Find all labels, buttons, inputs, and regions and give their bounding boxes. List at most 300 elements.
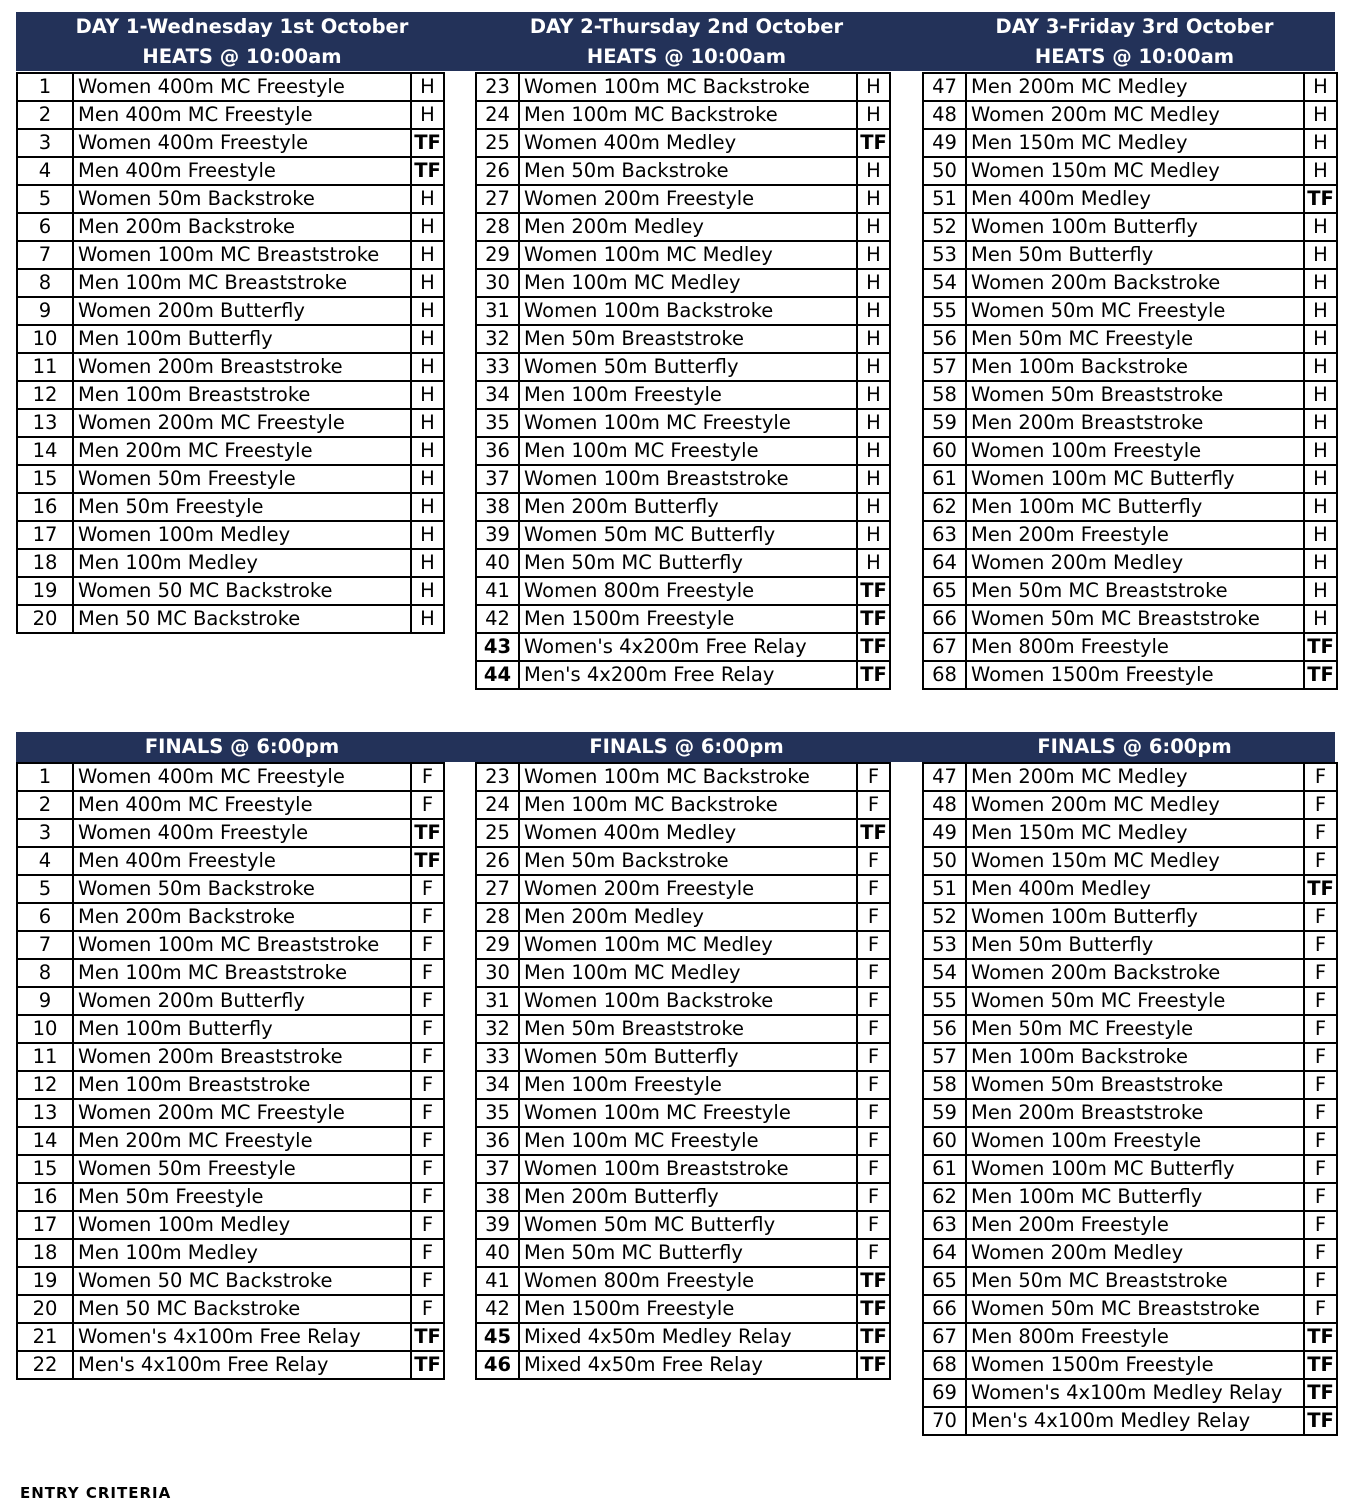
event-row: [476, 353, 890, 381]
event-row: [17, 1155, 444, 1183]
event-name: Men 1500m Freestyle: [519, 605, 857, 633]
event-row: [476, 1183, 890, 1211]
event-row: [17, 1127, 444, 1155]
event-row: [923, 577, 1337, 605]
event-row: [476, 297, 890, 325]
event-type-code: TF: [857, 1267, 890, 1295]
event-type-code: F: [1304, 1183, 1337, 1211]
event-type-code: F: [411, 763, 444, 791]
event-type-code: F: [1304, 1267, 1337, 1295]
event-type-code: F: [411, 1239, 444, 1267]
event-type-code: H: [1304, 549, 1337, 577]
event-name: Women 400m Medley: [519, 819, 857, 847]
event-name: Women 200m MC Medley: [966, 101, 1304, 129]
day3-finals-header: FINALS @ 6:00pm: [1037, 735, 1232, 758]
event-type-code: TF: [411, 847, 444, 875]
event-type-code: H: [1304, 241, 1337, 269]
event-type-code: TF: [1304, 633, 1337, 661]
event-number: 28: [476, 213, 519, 241]
day1-finals-table: [16, 762, 445, 1380]
event-name: Men 50m Freestyle: [73, 493, 411, 521]
event-type-code: F: [1304, 987, 1337, 1015]
event-number: 40: [476, 1239, 519, 1267]
event-name: Men 50m Butterfly: [966, 931, 1304, 959]
event-type-code: H: [1304, 213, 1337, 241]
event-number: 60: [923, 1127, 966, 1155]
event-type-code: H: [857, 213, 890, 241]
event-number: 8: [17, 269, 73, 297]
event-row: [923, 847, 1337, 875]
event-name: Men 400m MC Freestyle: [73, 791, 411, 819]
event-number: 2: [17, 791, 73, 819]
event-number: 27: [476, 185, 519, 213]
event-name: Women's 4x100m Free Relay: [73, 1323, 411, 1351]
event-row: [17, 1183, 444, 1211]
event-number: 58: [923, 381, 966, 409]
event-type-code: H: [411, 465, 444, 493]
event-number: 52: [923, 903, 966, 931]
event-row: [476, 633, 890, 661]
event-type-code: H: [857, 549, 890, 577]
event-type-code: F: [857, 903, 890, 931]
event-name: Women 400m Freestyle: [73, 129, 411, 157]
event-name: Men 200m Backstroke: [73, 903, 411, 931]
event-row: [923, 409, 1337, 437]
event-row: [17, 1295, 444, 1323]
event-number: 20: [17, 1295, 73, 1323]
event-name: Men 400m Medley: [966, 875, 1304, 903]
event-number: 29: [476, 931, 519, 959]
event-number: 38: [476, 493, 519, 521]
event-number: 8: [17, 959, 73, 987]
event-type-code: H: [857, 73, 890, 101]
event-number: 63: [923, 521, 966, 549]
event-type-code: TF: [1304, 661, 1337, 689]
event-row: [923, 73, 1337, 101]
event-type-code: TF: [1304, 875, 1337, 903]
event-type-code: H: [411, 521, 444, 549]
event-type-code: H: [857, 101, 890, 129]
event-number: 51: [923, 875, 966, 903]
event-row: [476, 819, 890, 847]
event-row: [17, 381, 444, 409]
event-number: 48: [923, 101, 966, 129]
event-name: Men 400m Freestyle: [73, 157, 411, 185]
event-name: Women 400m Freestyle: [73, 819, 411, 847]
event-number: 59: [923, 409, 966, 437]
event-number: 29: [476, 241, 519, 269]
event-row: [923, 493, 1337, 521]
event-name: Women 100m MC Butterfly: [966, 1155, 1304, 1183]
event-number: 69: [923, 1379, 966, 1407]
event-name: Men 200m Butterfly: [519, 493, 857, 521]
event-number: 9: [17, 297, 73, 325]
event-type-code: F: [857, 1043, 890, 1071]
event-row: [476, 1099, 890, 1127]
event-type-code: TF: [411, 1351, 444, 1379]
event-number: 14: [17, 437, 73, 465]
event-row: [923, 185, 1337, 213]
event-row: [476, 269, 890, 297]
event-type-code: H: [411, 605, 444, 633]
event-type-code: H: [857, 269, 890, 297]
event-number: 30: [476, 959, 519, 987]
event-type-code: TF: [1304, 1351, 1337, 1379]
event-row: [17, 185, 444, 213]
event-number: 5: [17, 875, 73, 903]
event-name: Women 50m MC Freestyle: [966, 297, 1304, 325]
event-name: Women 100m MC Breaststroke: [73, 931, 411, 959]
event-type-code: F: [1304, 763, 1337, 791]
event-number: 56: [923, 1015, 966, 1043]
event-number: 47: [923, 763, 966, 791]
event-row: [17, 875, 444, 903]
event-type-code: H: [411, 213, 444, 241]
event-row: [17, 437, 444, 465]
event-name: Men's 4x200m Free Relay: [519, 661, 857, 689]
event-type-code: H: [857, 157, 890, 185]
event-row: [476, 959, 890, 987]
event-type-code: F: [857, 1211, 890, 1239]
event-type-code: H: [857, 493, 890, 521]
event-number: 9: [17, 987, 73, 1015]
day3-heats-table: [922, 72, 1338, 690]
event-type-code: TF: [857, 129, 890, 157]
event-number: 57: [923, 353, 966, 381]
event-name: Men 200m MC Freestyle: [73, 1127, 411, 1155]
event-row: [476, 1239, 890, 1267]
event-name: Women 50m Backstroke: [73, 875, 411, 903]
event-number: 12: [17, 1071, 73, 1099]
event-type-code: H: [411, 185, 444, 213]
event-number: 21: [17, 1323, 73, 1351]
event-name: Women 800m Freestyle: [519, 1267, 857, 1295]
event-number: 38: [476, 1183, 519, 1211]
event-number: 24: [476, 101, 519, 129]
event-number: 68: [923, 661, 966, 689]
event-row: [476, 409, 890, 437]
event-type-code: H: [411, 101, 444, 129]
event-row: [17, 763, 444, 791]
event-name: Men 100m Butterfly: [73, 1015, 411, 1043]
event-number: 57: [923, 1043, 966, 1071]
event-number: 63: [923, 1211, 966, 1239]
event-type-code: F: [411, 1183, 444, 1211]
event-number: 26: [476, 157, 519, 185]
event-name: Men 100m Breaststroke: [73, 1071, 411, 1099]
event-number: 47: [923, 73, 966, 101]
event-type-code: F: [1304, 1127, 1337, 1155]
event-row: [923, 157, 1337, 185]
event-name: Men 100m MC Breaststroke: [73, 959, 411, 987]
event-name: Women 200m Breaststroke: [73, 353, 411, 381]
event-row: [923, 1379, 1337, 1407]
event-number: 26: [476, 847, 519, 875]
event-type-code: F: [1304, 1043, 1337, 1071]
event-row: [17, 353, 444, 381]
event-name: Men's 4x100m Free Relay: [73, 1351, 411, 1379]
event-name: Men 200m MC Freestyle: [73, 437, 411, 465]
event-row: [17, 847, 444, 875]
event-name: Women 200m MC Medley: [966, 791, 1304, 819]
event-type-code: TF: [857, 1295, 890, 1323]
event-name: Women 200m Butterfly: [73, 297, 411, 325]
day3-title: DAY 3-Friday 3rd October: [995, 15, 1274, 38]
event-name: Women 200m Breaststroke: [73, 1043, 411, 1071]
event-row: [476, 101, 890, 129]
event-type-code: TF: [1304, 185, 1337, 213]
event-name: Women 200m MC Freestyle: [73, 409, 411, 437]
event-type-code: H: [1304, 73, 1337, 101]
event-number: 43: [476, 633, 519, 661]
event-row: [923, 1071, 1337, 1099]
event-name: Men 100m Butterfly: [73, 325, 411, 353]
event-type-code: F: [1304, 1295, 1337, 1323]
event-row: [17, 213, 444, 241]
event-row: [17, 605, 444, 633]
event-row: [476, 185, 890, 213]
event-number: 33: [476, 1043, 519, 1071]
event-type-code: F: [411, 1127, 444, 1155]
event-name: Men 200m Breaststroke: [966, 409, 1304, 437]
event-row: [17, 101, 444, 129]
event-type-code: H: [411, 437, 444, 465]
event-name: Women 100m Breaststroke: [519, 1155, 857, 1183]
event-row: [923, 297, 1337, 325]
event-type-code: F: [857, 763, 890, 791]
event-type-code: F: [1304, 1155, 1337, 1183]
event-name: Men 100m MC Medley: [519, 269, 857, 297]
event-name: Women 50m Butterfly: [519, 1043, 857, 1071]
event-number: 32: [476, 1015, 519, 1043]
event-type-code: H: [857, 465, 890, 493]
event-number: 37: [476, 1155, 519, 1183]
event-number: 27: [476, 875, 519, 903]
event-number: 22: [17, 1351, 73, 1379]
event-number: 59: [923, 1099, 966, 1127]
event-row: [17, 1071, 444, 1099]
event-number: 39: [476, 521, 519, 549]
event-type-code: F: [857, 1183, 890, 1211]
event-row: [923, 1239, 1337, 1267]
event-number: 68: [923, 1351, 966, 1379]
event-type-code: H: [411, 241, 444, 269]
event-name: Men 100m MC Freestyle: [519, 1127, 857, 1155]
event-row: [17, 1211, 444, 1239]
event-row: [17, 549, 444, 577]
event-name: Women 50m Breaststroke: [966, 381, 1304, 409]
event-type-code: TF: [411, 819, 444, 847]
event-row: [17, 1267, 444, 1295]
event-number: 4: [17, 847, 73, 875]
event-type-code: TF: [857, 1323, 890, 1351]
event-row: [476, 1211, 890, 1239]
event-number: 37: [476, 465, 519, 493]
event-type-code: TF: [1304, 1323, 1337, 1351]
event-name: Women 200m Backstroke: [966, 269, 1304, 297]
event-type-code: F: [857, 875, 890, 903]
event-row: [17, 791, 444, 819]
event-number: 46: [476, 1351, 519, 1379]
event-type-code: F: [857, 791, 890, 819]
event-name: Women 50m MC Butterfly: [519, 1211, 857, 1239]
event-type-code: TF: [857, 605, 890, 633]
event-row: [17, 493, 444, 521]
event-type-code: H: [411, 269, 444, 297]
event-type-code: F: [857, 1239, 890, 1267]
event-number: 34: [476, 1071, 519, 1099]
event-row: [476, 577, 890, 605]
event-row: [17, 129, 444, 157]
event-row: [476, 763, 890, 791]
event-number: 12: [17, 381, 73, 409]
event-row: [476, 1267, 890, 1295]
event-name: Women 400m Medley: [519, 129, 857, 157]
event-type-code: H: [1304, 353, 1337, 381]
event-name: Men 200m Freestyle: [966, 1211, 1304, 1239]
event-name: Men 50m Freestyle: [73, 1183, 411, 1211]
event-number: 24: [476, 791, 519, 819]
event-number: 17: [17, 1211, 73, 1239]
event-name: Women 100m Backstroke: [519, 987, 857, 1015]
event-name: Women 50m MC Breaststroke: [966, 1295, 1304, 1323]
event-name: Women 50m MC Breaststroke: [966, 605, 1304, 633]
event-row: [17, 577, 444, 605]
event-row: [17, 903, 444, 931]
event-type-code: H: [857, 297, 890, 325]
event-row: [17, 269, 444, 297]
event-type-code: F: [411, 1155, 444, 1183]
event-number: 39: [476, 1211, 519, 1239]
event-number: 35: [476, 409, 519, 437]
event-name: Women 100m Freestyle: [966, 437, 1304, 465]
event-row: [17, 987, 444, 1015]
event-name: Women 200m Medley: [966, 549, 1304, 577]
event-row: [17, 819, 444, 847]
event-number: 3: [17, 819, 73, 847]
event-row: [476, 1155, 890, 1183]
day2-heats-table: [475, 72, 891, 690]
event-row: [923, 549, 1337, 577]
event-type-code: F: [411, 875, 444, 903]
event-row: [17, 521, 444, 549]
event-row: [923, 605, 1337, 633]
event-type-code: F: [857, 1155, 890, 1183]
event-number: 28: [476, 903, 519, 931]
event-name: Men 100m Medley: [73, 549, 411, 577]
event-name: Women 100m MC Butterfly: [966, 465, 1304, 493]
event-row: [923, 1323, 1337, 1351]
event-name: Mixed 4x50m Medley Relay: [519, 1323, 857, 1351]
event-row: [476, 875, 890, 903]
event-type-code: F: [411, 791, 444, 819]
event-number: 65: [923, 1267, 966, 1295]
event-name: Men 800m Freestyle: [966, 1323, 1304, 1351]
event-name: Women 150m MC Medley: [966, 157, 1304, 185]
event-number: 30: [476, 269, 519, 297]
event-name: Men 200m Medley: [519, 903, 857, 931]
event-name: Men 100m Backstroke: [966, 353, 1304, 381]
event-name: Women 50 MC Backstroke: [73, 1267, 411, 1295]
event-name: Women 100m MC Freestyle: [519, 409, 857, 437]
event-row: [923, 875, 1337, 903]
event-name: Men 100m Breaststroke: [73, 381, 411, 409]
event-number: 66: [923, 1295, 966, 1323]
event-row: [923, 1183, 1337, 1211]
event-number: 42: [476, 605, 519, 633]
event-number: 56: [923, 325, 966, 353]
event-number: 52: [923, 213, 966, 241]
event-number: 2: [17, 101, 73, 129]
event-type-code: F: [857, 1127, 890, 1155]
event-type-code: H: [411, 493, 444, 521]
event-name: Men 150m MC Medley: [966, 129, 1304, 157]
event-name: Men 50m MC Butterfly: [519, 549, 857, 577]
event-type-code: H: [1304, 493, 1337, 521]
event-number: 44: [476, 661, 519, 689]
day1-heats-table: [16, 72, 445, 634]
event-name: Men 100m MC Butterfly: [966, 1183, 1304, 1211]
event-type-code: F: [411, 1211, 444, 1239]
event-name: Women's 4x200m Free Relay: [519, 633, 857, 661]
event-name: Men 200m Freestyle: [966, 521, 1304, 549]
event-type-code: F: [411, 903, 444, 931]
event-number: 55: [923, 987, 966, 1015]
event-name: Men 100m Medley: [73, 1239, 411, 1267]
event-name: Men 200m Breaststroke: [966, 1099, 1304, 1127]
event-row: [17, 241, 444, 269]
event-name: Women 200m Butterfly: [73, 987, 411, 1015]
event-row: [17, 297, 444, 325]
event-number: 1: [17, 763, 73, 791]
event-type-code: F: [411, 1071, 444, 1099]
event-row: [17, 1351, 444, 1379]
event-row: [923, 101, 1337, 129]
event-row: [17, 157, 444, 185]
event-row: [923, 903, 1337, 931]
event-number: 10: [17, 1015, 73, 1043]
event-type-code: H: [857, 325, 890, 353]
event-number: 36: [476, 1127, 519, 1155]
event-name: Women 50m Butterfly: [519, 353, 857, 381]
event-number: 62: [923, 1183, 966, 1211]
event-row: [923, 381, 1337, 409]
event-name: Men 50m MC Butterfly: [519, 1239, 857, 1267]
event-row: [923, 633, 1337, 661]
event-number: 6: [17, 213, 73, 241]
day2-finals-header: FINALS @ 6:00pm: [589, 735, 784, 758]
event-type-code: H: [411, 297, 444, 325]
event-name: Women 100m Backstroke: [519, 297, 857, 325]
day2-heats-session: HEATS @ 10:00am: [586, 45, 787, 68]
event-number: 34: [476, 381, 519, 409]
event-row: [923, 353, 1337, 381]
event-name: Men 50m MC Breaststroke: [966, 577, 1304, 605]
event-type-code: F: [411, 1267, 444, 1295]
event-number: 31: [476, 297, 519, 325]
event-row: [923, 269, 1337, 297]
day3-heats-session: HEATS @ 10:00am: [1034, 45, 1235, 68]
event-row: [923, 1351, 1337, 1379]
event-type-code: F: [411, 959, 444, 987]
event-type-code: H: [1304, 325, 1337, 353]
event-name: Men 50m Butterfly: [966, 241, 1304, 269]
event-row: [476, 381, 890, 409]
event-type-code: F: [857, 959, 890, 987]
event-name: Men 200m MC Medley: [966, 73, 1304, 101]
event-row: [923, 241, 1337, 269]
event-type-code: F: [411, 1043, 444, 1071]
